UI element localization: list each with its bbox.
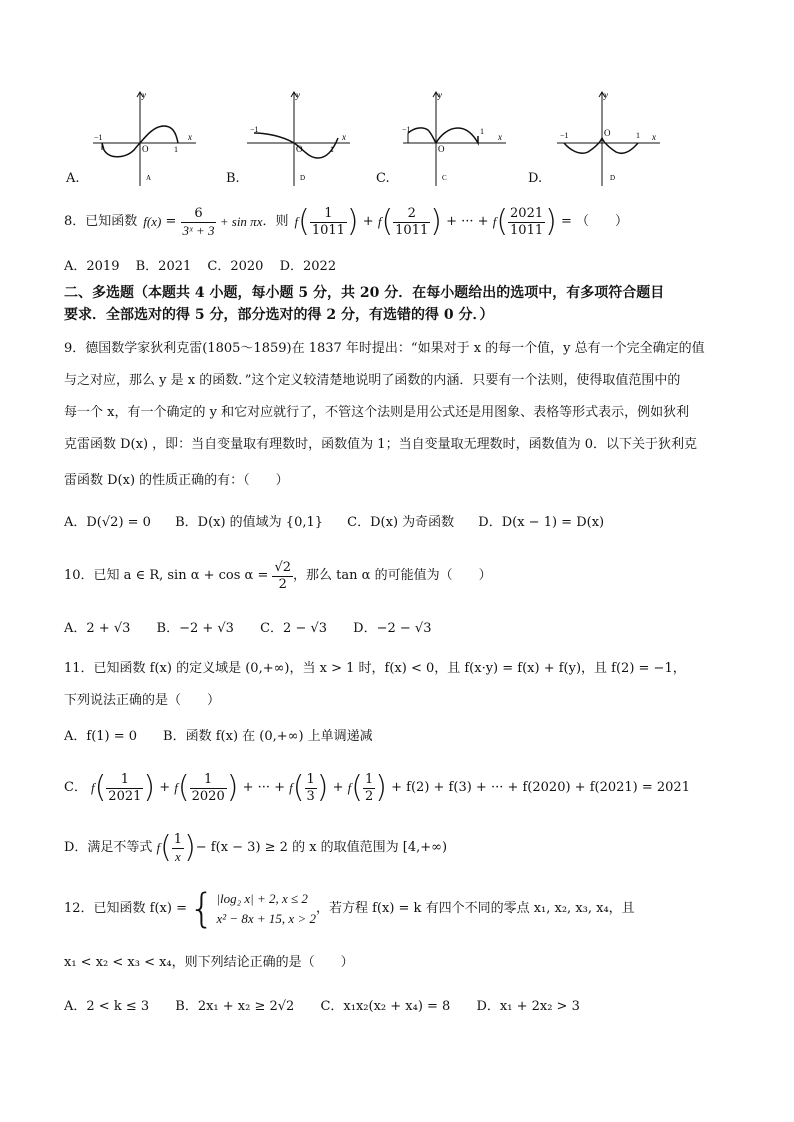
- fraction: $\frac{1}{2}$: [365, 771, 374, 804]
- option-b[interactable]: B．D(x) 的值域为 {0,1}: [175, 515, 324, 530]
- option-a[interactable]: A．D(√2) = 0: [64, 515, 151, 530]
- q9-line5: 雷函数 D(x) 的性质正确的有：（ ）: [64, 473, 289, 488]
- option-c[interactable]: C．D(x) 为奇函数: [347, 515, 455, 530]
- q12-options: [64, 998, 580, 1016]
- q11-line2: 下列说法正确的是（ ）: [64, 693, 221, 708]
- q9-line3: 每一个 x，有一个确定的 y 和它对应就行了，不管这个法则是用公式还是用图象、表格等形式表示，例如狄利: [64, 405, 690, 420]
- option-c[interactable]: C．2 − √3: [260, 621, 328, 636]
- brace-icon: {: [189, 886, 215, 932]
- option-c-label[interactable]: C.: [376, 171, 390, 186]
- svg-text:O: O: [142, 144, 149, 154]
- fraction: $\frac{1}{3}$: [306, 771, 315, 804]
- svg-text:1: 1: [330, 145, 334, 154]
- q11-option-d[interactable]: D．满足不等式 f ( $\frac{1}{x}$ ) − f(x − 3) ≥ 2 的 x 的取值范围为 [4,+∞): [64, 830, 448, 865]
- svg-text:O: O: [604, 128, 611, 138]
- graph-c: [398, 88, 510, 188]
- option-d[interactable]: D．2022: [279, 259, 337, 274]
- q10-stem: 10．已知 a ∈ R, sin α + cos α = $\frac{√2}{2}$ ，那么 tan α 的可能值为（ ）: [64, 559, 492, 592]
- option-d-label[interactable]: D.: [528, 171, 543, 186]
- option-a[interactable]: A．2 + √3: [64, 621, 131, 636]
- svg-text:−1: −1: [250, 125, 259, 134]
- q11-option-c[interactable]: C． f ( $\frac{1}{2021}$ ) + f ( $\frac{1}{2020}$ ) + ··· + f ( $\frac{1}{3}$ ) + f ( $\frac{1}{2}$ ) + f(2) + f(3) + ··· + f(2020) + f(2021) = 2021: [64, 770, 690, 805]
- option-b[interactable]: B．2021: [135, 259, 192, 274]
- q11-line1: 11．已知函数 f(x) 的定义域是 (0,+∞)，当 x > 1 时，f(x) < 0，且 f(x·y) = f(x) + f(y)，且 f(2) = −1，: [64, 661, 686, 676]
- section-header-line2: 要求．全部选对的得 5 分，部分选对的得 2 分，有选错的得 0 分．）: [64, 307, 494, 323]
- fraction: $\frac{2021}{1011}$: [510, 205, 544, 238]
- graph-tag: A: [146, 174, 152, 182]
- q12-stem: 12．已知函数 f(x) = { |log₂ x| + 2, x ≤ 2 x² − 8x + 15, x > 2 ，若方程 f(x) = k 有四个不同的零点 x₁, x₂, x₃, x₄，且: [64, 886, 635, 932]
- graph-b: [242, 88, 354, 188]
- option-d[interactable]: D．−2 − √3: [353, 621, 432, 636]
- option-c[interactable]: C．2020: [207, 259, 264, 274]
- option-a-label[interactable]: A.: [66, 171, 80, 186]
- fraction: $\frac{√2}{2}$: [274, 559, 292, 592]
- q9-line1: 9．德国数学家狄利克雷(1805～1859)在 1837 年时提出：“如果对于 x 的每一个值，y 总有一个完全确定的值: [64, 341, 705, 356]
- q9-line4: 克雷函数 D(x) ，即：当自变量取有理数时，函数值为 1；当自变量取无理数时，函数值为 0．以下关于狄利克: [64, 437, 697, 452]
- svg-text:1: 1: [480, 127, 484, 136]
- graph-tag: C: [442, 174, 447, 182]
- svg-text:x: x: [188, 132, 192, 142]
- svg-text:−1: −1: [402, 125, 411, 134]
- svg-text:−1: −1: [560, 131, 569, 140]
- y-label: y: [142, 90, 146, 100]
- fraction: $\frac{1}{x}$: [173, 831, 183, 864]
- graph-a: [88, 88, 200, 188]
- q10-options: [64, 620, 431, 638]
- section-header-line1: 二、多选题（本题共 4 小题，每小题 5 分，共 20 分．在每小题给出的选项中，有多项符合题目: [64, 285, 665, 301]
- graph-d: [552, 88, 664, 188]
- q9-line2: 与之对应，那么 y 是 x 的函数．”这个定义较清楚地说明了函数的内涵．只要有一个法则，使得取值范围中的: [64, 373, 681, 388]
- graph-tag: D: [610, 174, 616, 182]
- svg-text:x: x: [652, 132, 656, 142]
- svg-text:y: y: [604, 90, 608, 100]
- graph-tag: D: [300, 174, 306, 182]
- option-c[interactable]: C．x₁x₂(x₂ + x₄) = 8: [320, 999, 451, 1014]
- svg-text:y: y: [296, 90, 300, 100]
- q12-line2: x₁ < x₂ < x₃ < x₄，则下列结论正确的是（ ）: [64, 955, 354, 970]
- q8-options: [64, 258, 336, 276]
- fraction: $\frac{2}{1011}$: [395, 205, 429, 238]
- option-d[interactable]: D．x₁ + 2x₂ > 3: [476, 999, 580, 1014]
- option-b-label[interactable]: B.: [226, 171, 240, 186]
- fraction: $\frac{1}{2020}$: [191, 771, 225, 804]
- option-a[interactable]: A．2 < k ≤ 3: [64, 999, 150, 1014]
- q11-options-ab[interactable]: A．f(1) = 0 B．函数 f(x) 在 (0,+∞) 上单调递减: [64, 729, 373, 744]
- svg-text:O: O: [438, 144, 445, 154]
- fraction: $\frac{6}{\text{3ˣ + 3}}$: [182, 205, 215, 238]
- svg-text:O: O: [296, 144, 303, 154]
- svg-text:1: 1: [174, 145, 178, 154]
- option-d[interactable]: D．D(x − 1) = D(x): [478, 515, 605, 530]
- option-a[interactable]: A．2019: [64, 259, 120, 274]
- fraction: $\frac{1}{2021}$: [108, 771, 142, 804]
- svg-text:−1: −1: [94, 133, 103, 142]
- q9-options: [64, 514, 604, 532]
- svg-text:x: x: [342, 132, 346, 142]
- svg-text:x: x: [498, 132, 502, 142]
- svg-text:y: y: [438, 90, 442, 100]
- q8-stem: 8． 已知函数 f (x) = $\frac{6}{\text{3ˣ + 3}}$ + sin πx ．则 f ( $\frac{1}{1011}$ ) + f ( $\frac{2}{1011}$ ) + ··· + f ( $\frac{2021}{1011}$ ) = （ ）: [64, 204, 629, 239]
- fraction: $\frac{1}{1011}$: [311, 205, 345, 238]
- piecewise-cases: |log₂ x| + 2, x ≤ 2 x² − 8x + 15, x > 2: [216, 891, 316, 926]
- option-b[interactable]: B．2x₁ + x₂ ≥ 2√2: [175, 999, 295, 1014]
- option-b[interactable]: B．−2 + √3: [156, 621, 234, 636]
- svg-text:1: 1: [636, 131, 640, 140]
